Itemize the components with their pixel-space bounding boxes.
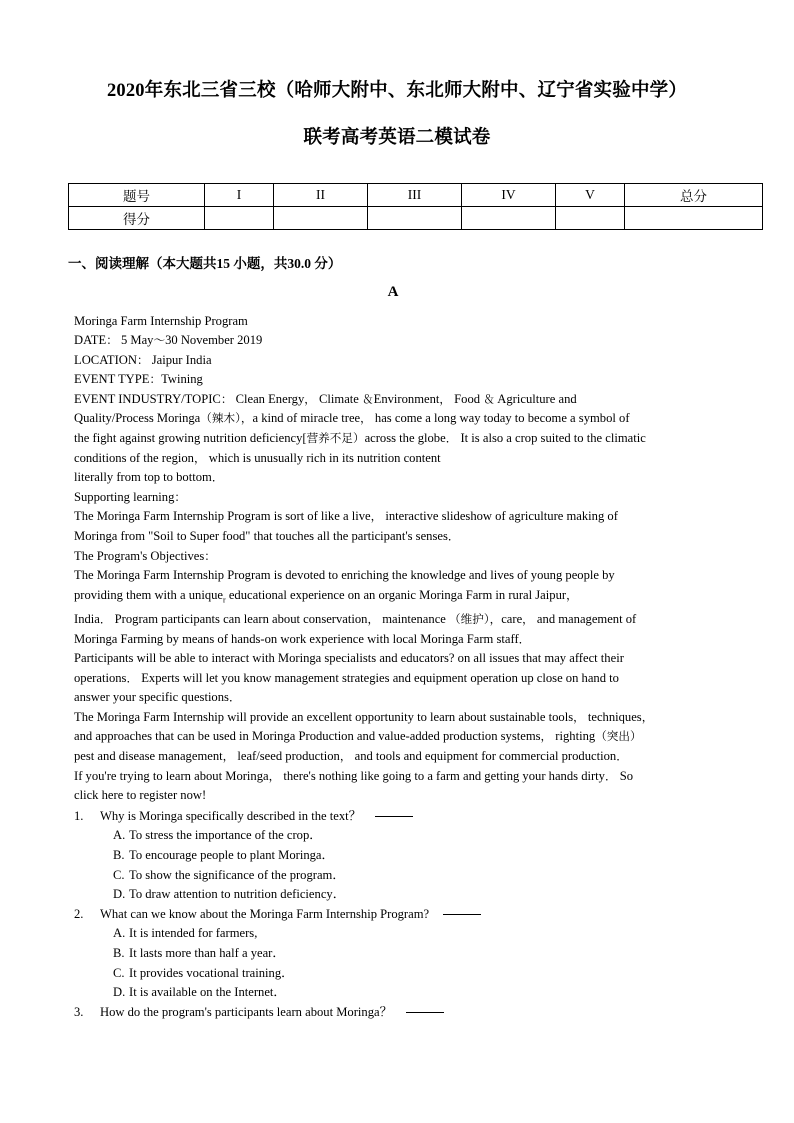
passage-line: The Moringa Farm Internship will provide an excellent opportunity to learn about sustainable tools， techniques， — [74, 709, 654, 724]
question-text: How do the program's participants learn about Moringa？ — [100, 1004, 393, 1019]
score-table-header-3: III — [368, 183, 462, 206]
option-letter: D. — [113, 887, 126, 902]
question-item — [74, 1003, 736, 1023]
option-text: To show the significance of the program． — [129, 867, 345, 882]
passage-line: If you're trying to learn about Moringa， there's nothing like going to a farm and getting your hands dirty． So — [74, 768, 634, 783]
cjk-run: ， — [360, 411, 372, 426]
table-row-header — [69, 183, 763, 206]
table-row-score — [69, 206, 763, 229]
cjk-run: ： — [149, 372, 162, 387]
score-cell-4[interactable] — [462, 206, 556, 229]
passage-line: the fight against growing nutrition deficiency[营养不足）across the globe． It is also a crop suited to the climatic — [74, 431, 646, 446]
answer-blank[interactable] — [443, 914, 481, 915]
score-table-header-2: II — [274, 183, 368, 206]
passage-line: conditions of the region， which is unusually rich in its nutrition content — [74, 450, 441, 465]
passage-line: India． Program participants can learn about conservation， maintenance （维护），care， and management of — [74, 611, 637, 626]
cjk-run: ． — [616, 749, 628, 764]
score-cell-total[interactable] — [625, 206, 763, 229]
passage-line: Supporting learning： — [74, 489, 186, 504]
question-stem — [74, 905, 736, 925]
cjk-run: ． — [228, 690, 241, 705]
passage-line: EVENT TYPE：Twining — [74, 372, 203, 387]
passage-line: Participants will be able to interact with Moringa specialists and educators? on all issues that may affect their — [74, 651, 624, 666]
option-text: It is available on the Internet． — [129, 985, 287, 1000]
score-cell-2[interactable] — [274, 206, 368, 229]
passage-line: Quality/Process Moringa（辣木），a kind of miracle tree， has come a long way today to become a symbol of — [74, 411, 630, 426]
cjk-run: ， — [540, 729, 553, 744]
question-option[interactable] — [74, 964, 736, 984]
question-stem — [74, 1003, 736, 1023]
option-text: To stress the importance of the crop． — [129, 828, 322, 843]
option-letter: D. — [113, 985, 126, 1000]
score-table-header-6: 总分 — [625, 183, 763, 206]
cjk-run: ： — [136, 352, 149, 367]
question-option[interactable] — [74, 983, 736, 1003]
passage-line: operations． Experts will let you know management strategies and equipment operation up close on hand to — [74, 670, 619, 685]
score-table-wrapper — [0, 183, 794, 230]
cjk-run: ： — [220, 391, 233, 406]
passage-line: pest and disease management， leaf/seed production， and tools and equipment for commercial production． — [74, 749, 628, 764]
cjk-run: ： — [204, 548, 216, 563]
score-table-header-1: I — [205, 183, 274, 206]
subscript-artifact: r — [223, 595, 226, 605]
passage-line: LOCATION： Jaipur India — [74, 352, 212, 367]
score-table-header-0: 题号 — [69, 183, 205, 206]
score-table — [68, 183, 763, 230]
cjk-run: ， — [193, 450, 206, 465]
cjk-run: ＆ — [362, 391, 374, 406]
cjk-run: ． — [126, 670, 139, 685]
option-text: It lasts more than half a year． — [129, 946, 285, 961]
passage-line: and approaches that can be used in Moringa Production and value-added production systems， righting（突出） — [74, 729, 642, 744]
score-cell-1[interactable] — [205, 206, 274, 229]
cjk-run: ， — [222, 749, 235, 764]
option-text: To encourage people to plant Moringa． — [129, 848, 335, 863]
cjk-run: ， — [641, 709, 654, 724]
question-text: Why is Moringa specifically described in the text？ — [100, 808, 362, 823]
option-text: To draw attention to nutrition deficiency． — [129, 887, 346, 902]
cjk-run: ， — [268, 768, 281, 783]
cjk-run: ， — [439, 391, 452, 406]
option-letter: B. — [113, 848, 125, 863]
option-letter: C. — [113, 965, 125, 980]
question-option[interactable] — [74, 826, 736, 846]
cjk-run: ＆ — [483, 391, 495, 406]
option-letter: A. — [113, 926, 126, 941]
passage-line: literally from top to bottom． — [74, 470, 224, 485]
score-cell-3[interactable] — [368, 206, 462, 229]
option-letter: A. — [113, 828, 126, 843]
page-title — [0, 78, 794, 153]
cjk-run: （突出） — [595, 729, 642, 744]
question-number: 3. — [74, 1004, 84, 1019]
passage-line: DATE： 5 May～30 November 2019 — [74, 333, 263, 348]
cjk-run: （辣木）， — [200, 411, 253, 426]
passage-letter-a: A — [387, 283, 399, 300]
question-option[interactable] — [74, 866, 736, 886]
passage-line: Moringa from "Soil to Super food" that touches all the participant's senses． — [74, 529, 460, 544]
cjk-run: ． — [518, 631, 531, 646]
cjk-run: ． — [604, 768, 617, 783]
passage-body — [0, 312, 794, 806]
question-item — [74, 807, 736, 905]
passage-line: The Program's Objectives： — [74, 548, 216, 563]
cjk-run: ： — [106, 333, 118, 348]
option-text: It provides vocational training． — [129, 965, 294, 980]
passage-line: The Moringa Farm Internship Program is sort of like a live， interactive slideshow of agriculture making of — [74, 509, 618, 524]
answer-blank[interactable] — [375, 816, 413, 817]
answer-blank[interactable] — [406, 1012, 444, 1013]
cjk-run: ： — [174, 489, 186, 504]
question-number: 1. — [74, 808, 84, 823]
cjk-run: ～ — [153, 333, 166, 348]
question-number: 2. — [74, 906, 84, 921]
option-letter: B. — [113, 946, 125, 961]
cjk-run: ． — [99, 611, 112, 626]
cjk-run: ， — [370, 509, 383, 524]
passage-line: answer your specific questions． — [74, 690, 241, 705]
cjk-run: 营养不足） — [306, 431, 365, 446]
score-table-header-4: IV — [462, 183, 556, 206]
cjk-run: （维护）， — [449, 611, 502, 626]
cjk-run: ． — [211, 470, 224, 485]
score-row-label: 得分 — [69, 206, 205, 229]
cjk-run: ， — [304, 391, 316, 406]
question-option[interactable] — [74, 846, 736, 866]
question-text: What can we know about the Moringa Farm Internship Program? — [100, 906, 430, 921]
cjk-run: ． — [447, 529, 460, 544]
passage-line: Moringa Farming by means of hands-on work experience with local Moringa Farm staff． — [74, 631, 531, 646]
passage-line: The Moringa Farm Internship Program is devoted to enriching the knowledge and lives of young people by — [74, 568, 615, 583]
cjk-run: ． — [445, 431, 458, 446]
passage-line: providing them with a unique$_r$ educational experience on an organic Moringa Farm in rural Jaipur， — [74, 587, 578, 605]
option-text: It is intended for farmers, — [129, 926, 258, 941]
passage-line: EVENT INDUSTRY/TOPIC： Clean Energy， Climate ＆Environment， Food ＆ Agriculture and — [74, 391, 577, 406]
question-item — [74, 905, 736, 1003]
score-table-header-5: V — [556, 183, 625, 206]
passage-line: Moringa Farm Internship Program — [74, 313, 248, 328]
question-option[interactable] — [74, 944, 736, 964]
score-cell-5[interactable] — [556, 206, 625, 229]
cjk-run: ， — [522, 611, 534, 626]
cjk-run: ， — [566, 587, 578, 602]
cjk-run: ， — [367, 611, 380, 626]
question-option[interactable] — [74, 924, 736, 944]
question-option[interactable] — [74, 885, 736, 905]
title-line-1: 2020年东北三省三校（哈师大附中、东北师大附中、辽宁省实验中学） — [106, 81, 688, 101]
option-letter: C. — [113, 867, 125, 882]
questions-list — [0, 807, 794, 1023]
question-stem — [74, 807, 736, 827]
title-line-2: 联考高考英语二模试卷 — [303, 127, 491, 148]
cjk-run: ， — [573, 709, 585, 724]
passage-line: click here to register now! — [74, 788, 207, 803]
section-heading-reading-comprehension: 一、阅读理解（本大题共15 小题，共30.0 分） — [68, 255, 342, 271]
cjk-run: ， — [339, 749, 352, 764]
